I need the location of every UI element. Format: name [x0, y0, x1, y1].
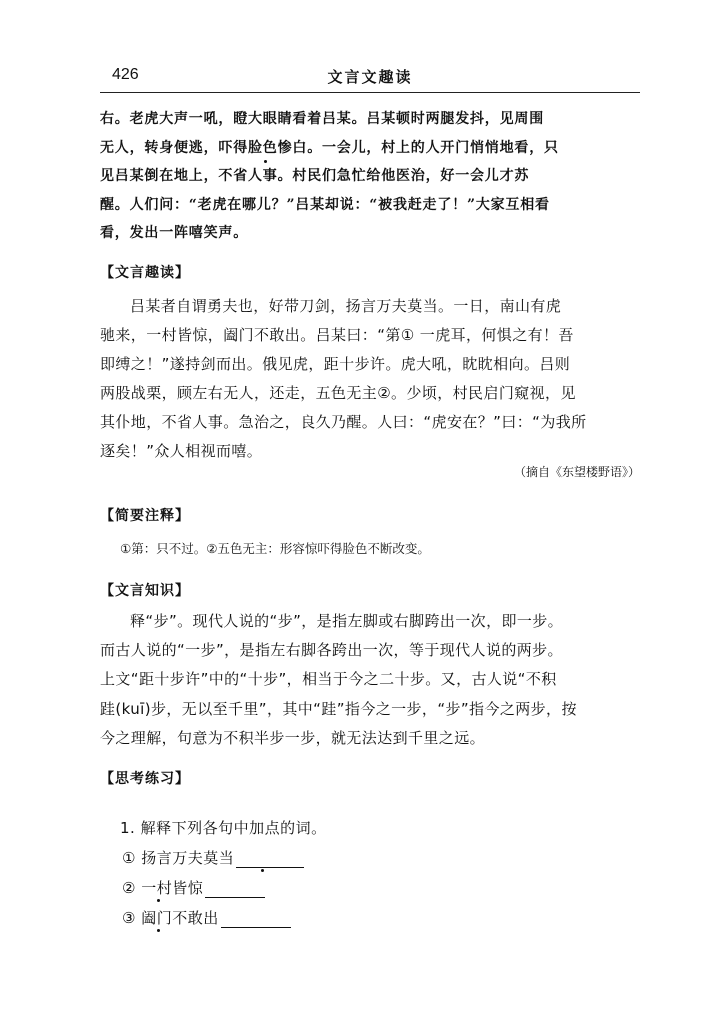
classical-line: 驰来，一村皆惊，阖门不敢出。吕某曰：“第① 一虎耳，何惧之有！吾 [100, 326, 574, 344]
header-rule [100, 92, 640, 93]
knowledge-text [100, 607, 640, 753]
exercise-question: 1. 解释下列各句中加点的词。 [120, 819, 327, 837]
classical-line: 吕某者自谓勇夫也，好带刀剑，扬言万夫莫当。一日，南山有虎 [130, 297, 562, 315]
section-heading-notes: 【简要注释】 [100, 508, 190, 524]
story-paragraph [100, 105, 640, 248]
section-heading-reading: 【文言趣读】 [100, 265, 190, 281]
section-heading-exercises: 【思考练习】 [100, 771, 190, 787]
exercise-item [122, 877, 265, 898]
classical-text [100, 292, 640, 466]
page-header [100, 62, 640, 88]
emphasis-dot [261, 869, 264, 872]
running-title: 文言文趣读 [327, 68, 413, 86]
story-line: 见吕某倒在地上，不省人事。村民们急忙给他医治，好一会儿才苏 [100, 168, 530, 184]
knowledge-line: 跬(kuī)步，无以至千里”，其中“跬”指今之一步，“步”指今之两步，按 [100, 699, 577, 718]
page-number: 426 [112, 66, 139, 83]
emphasis-dot [157, 929, 160, 932]
exercise-item [122, 847, 304, 868]
emphasis-dot [157, 899, 160, 902]
classical-line: 其仆地，不省人事。急治之，良久乃醒。人曰：“虎安在？”曰：“为我所 [100, 413, 587, 431]
exercise-item-text: ① 扬言万夫莫当 [122, 849, 235, 867]
story-line: 醒。人们问：“老虎在哪儿？”吕某却说：“被我赶走了！”大家互相看 [100, 196, 550, 213]
section-heading-knowledge: 【文言知识】 [100, 583, 190, 599]
exercise-item-text: ② 一村皆惊 [122, 879, 204, 897]
knowledge-line: 释“步”。现代人说的“步”，是指左脚或右脚跨出一次，即一步。 [130, 612, 564, 630]
source-citation: （摘自《东望楼野语》） [513, 465, 640, 479]
knowledge-line: 而古人说的“一步”，是指左右脚各跨出一次，等于现代人说的两步。 [100, 641, 563, 660]
knowledge-line: 今之理解，句意为不积半步一步，就无法达到千里之远。 [100, 728, 486, 747]
knowledge-line: 上文“距十步许”中的“十步”，相当于今之二十步。又，古人说“不积 [100, 670, 557, 689]
footnotes: ①第：只不过。②五色无主：形容惊吓得脸色不断改变。 [120, 541, 430, 556]
story-line: 右。老虎大声一吼，瞪大眼睛看着吕某。吕某顿时两腿发抖，见周围 [100, 111, 544, 127]
emphasis-dot [264, 160, 267, 163]
classical-line: 即缚之！”遂持剑而出。俄见虎，距十步许。虎大吼，眈眈相向。吕则 [100, 355, 571, 373]
answer-blank[interactable] [221, 909, 291, 928]
answer-blank[interactable] [236, 849, 304, 868]
story-line: 无人，转身便逃，吓得脸色惨白。一会儿，村上的人开门悄悄地看，只 [100, 139, 559, 156]
story-line: 看，发出一阵嘻笑声。 [100, 225, 248, 241]
classical-line: 两股战栗，顾左右无人，还走，五色无主②。少顷，村民启门窥视，见 [100, 384, 576, 402]
classical-line: 逐矣！”众人相视而嘻。 [100, 442, 263, 460]
exercise-item [122, 907, 291, 928]
answer-blank[interactable] [205, 879, 265, 898]
exercise-item-text: ③ 阖门不敢出 [122, 909, 219, 927]
